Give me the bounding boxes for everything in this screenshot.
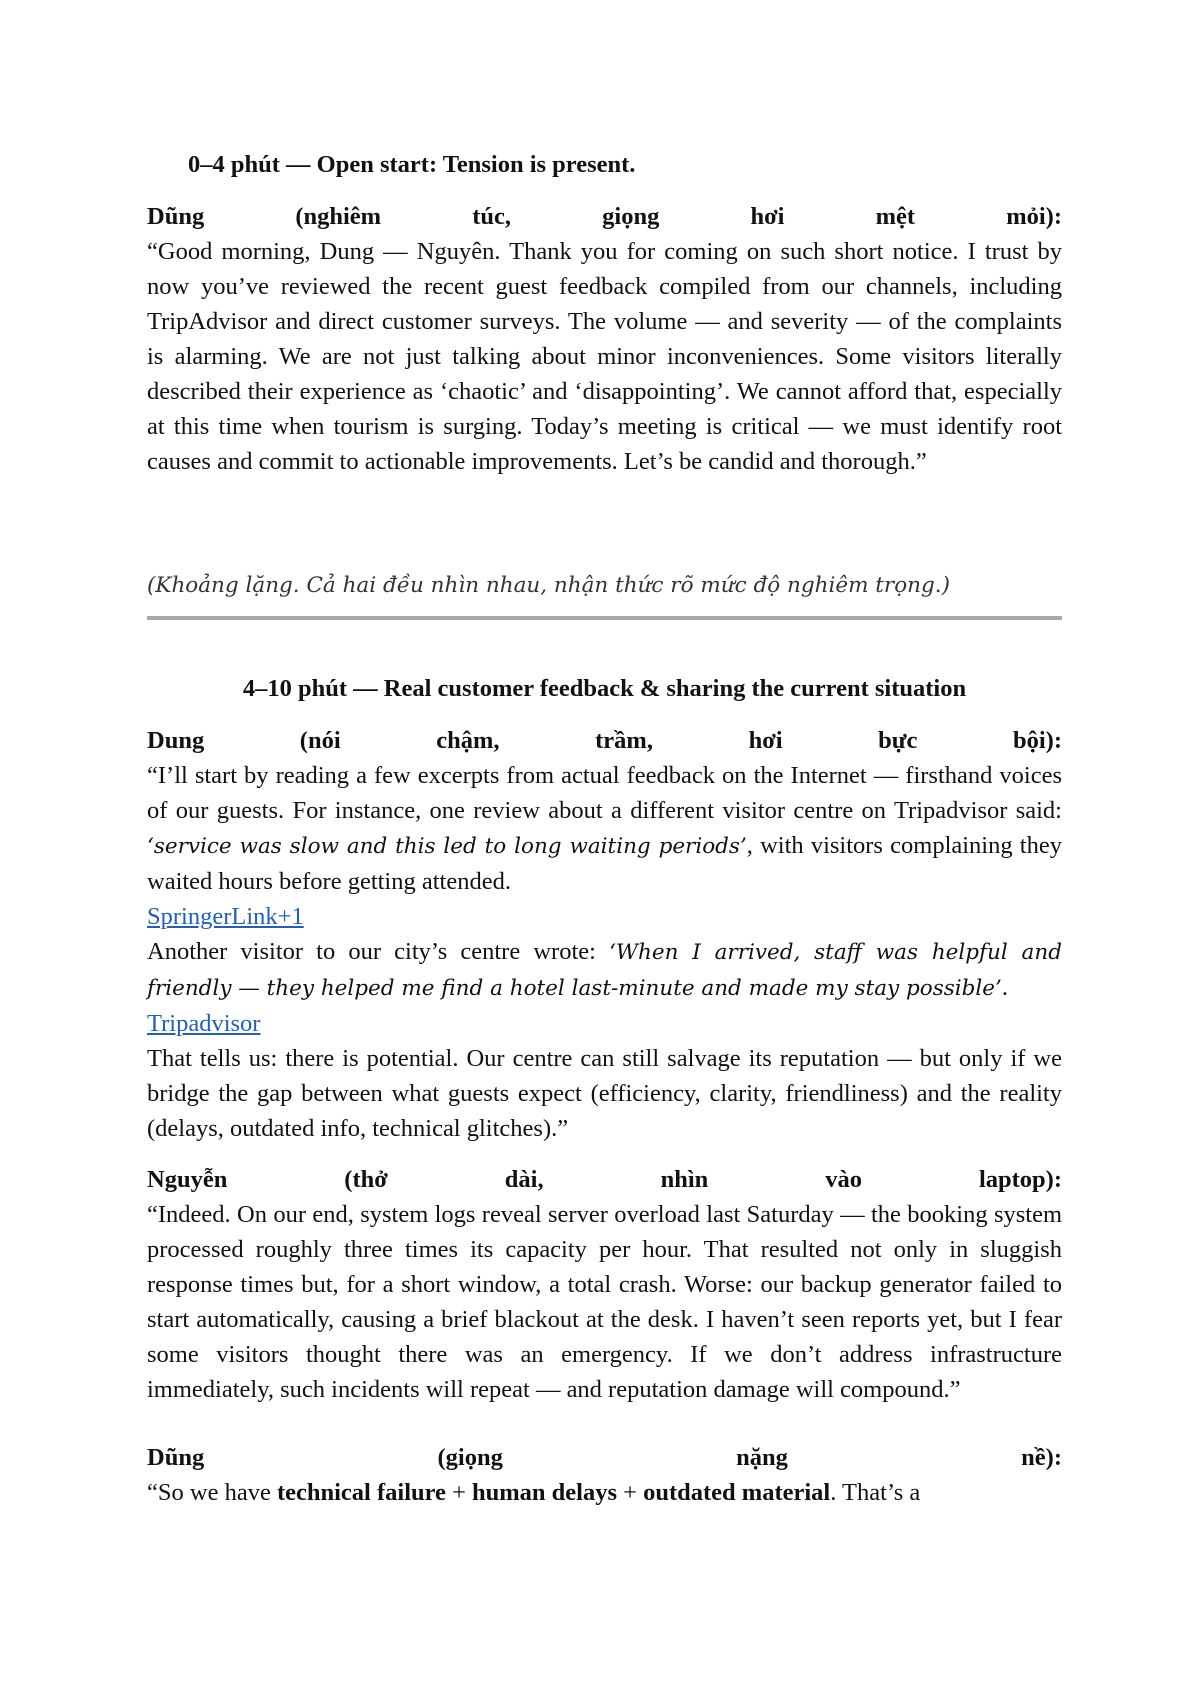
quoted-review: ‘When I arrived, staff was helpful and friendly — they helped me find a hotel last-minute and made my stay possible’ (147, 940, 1062, 1001)
plus-sign: + (617, 1479, 644, 1506)
dialogue-block-nguyen (147, 1162, 1062, 1407)
dialogue-block-dung-1 (147, 199, 1062, 479)
horizontal-divider (147, 616, 1062, 620)
speech-text: “Indeed. On our end, system logs reveal server overload last Saturday — the booking system processed roughly three times its capacity per hour. That resulted not only in sluggish response times but, for a short window, a total crash. Worse: our backup generator failed to start automatically, causing a brief blackout at the desk. I haven’t seen reports yet, but I fear some visitors thought there was an emergency. If we don’t address infrastructure immediately, such incidents will repeat — and reputation damage will compound.” (147, 1201, 1062, 1403)
stage-direction-note: (Khoảng lặng. Cả hai đều nhìn nhau, nhận thức rõ mức độ nghiêm trọng.) (147, 573, 950, 598)
section-heading-2: 4–10 phút — Real customer feedback & sharing the current situation (242, 675, 967, 702)
bold-term: outdated material (643, 1479, 831, 1506)
speech-text: That tells us: there is potential. Our centre can still salvage its reputation — but only if we bridge the gap between what guests expect (efficiency, clarity, friendliness) and the reality (delays, outdated info, technical glitches).” (147, 1045, 1062, 1142)
speech-text: “So we have (147, 1479, 277, 1506)
speaker-label-dung: Dung (nói chậm, trầm, hơi bực bội): (147, 727, 1062, 754)
section-heading-1: 0–4 phút — Open start: Tension is present. (188, 151, 636, 178)
speech-text: “I’ll start by reading a few excerpts from actual feedback on the Internet — firsthand voices of our guests. For instance, one review about a different visitor centre on Tripadvisor said: (147, 762, 1062, 824)
bold-term: technical failure (276, 1479, 446, 1506)
speaker-label-nguyen: Nguyễn (thở dài, nhìn vào laptop): (147, 1166, 1062, 1193)
speech-text: Another visitor to our city’s centre wrote: (147, 938, 610, 965)
bold-term: human delays (472, 1479, 618, 1506)
speech-text: . (1001, 974, 1008, 1001)
source-link-springerlink[interactable]: SpringerLink+1 (147, 903, 304, 930)
speech-text: “Good morning, Dung — Nguyên. Thank you for coming on such short notice. I trust by now you’ve reviewed the recent guest feedback compiled from our channels, including TripAdvisor and direct customer surveys. The volume — and severity — of the complaints is alarming. We are not just talking about minor inconveniences. Some visitors literally described their experience as ‘chaotic’ and ‘disappointing’. We cannot afford that, especially at this time when tourism is surging. Today’s meeting is critical — we must identify root causes and commit to actionable improvements. Let’s be candid and thorough.” (147, 238, 1062, 475)
source-link-tripadvisor[interactable]: Tripadvisor (147, 1010, 261, 1037)
quoted-review: ‘service was slow and this led to long waiting periods’ (147, 834, 747, 859)
plus-sign: + (445, 1479, 473, 1506)
dialogue-block-dung-2 (147, 723, 1062, 1146)
speaker-label-dung: Dũng (nghiêm túc, giọng hơi mệt mỏi): (147, 203, 1062, 230)
speaker-label-dung: Dũng (giọng nặng nề): (147, 1444, 1062, 1471)
dialogue-block-dung-3 (147, 1440, 1062, 1510)
speech-text: . That’s a (830, 1479, 921, 1506)
speech-text: , with visitors complaining they waited hours before getting attended. (147, 832, 1062, 895)
